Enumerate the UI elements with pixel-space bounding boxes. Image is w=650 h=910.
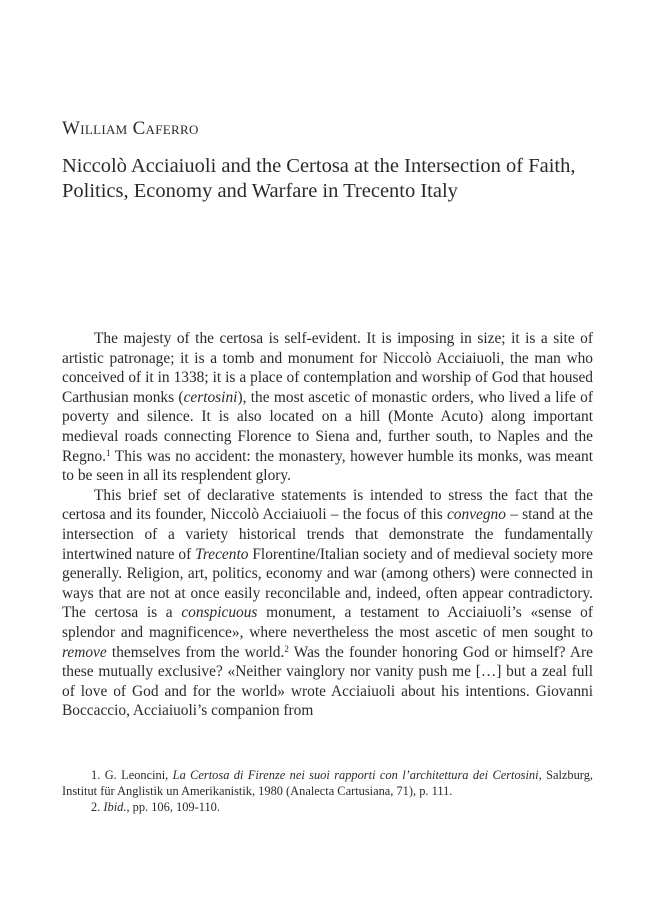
text-run: 1. G. Leoncini, xyxy=(91,768,173,782)
text-run: The majesty of the certosa is self-evident. It is imposing in size; it is a site of artistic patronage; it is a tomb and monument for Niccolò Acciaiuoli, the man who conceived of it in 1338; it is a place of contemplation and worship of God that housed Carthusian monks ( xyxy=(62,330,593,406)
italic-citation: Ibid. xyxy=(103,800,127,815)
text-run: , pp. 106, 109-110. xyxy=(126,800,220,815)
text-run: monument, a testament to Acciaiuoli’s «sense of splendor and magnificence», where nevertheless the most ascetic of men sought to xyxy=(62,604,594,641)
footnotes xyxy=(62,767,593,816)
italic-term: certosini xyxy=(183,388,238,406)
text-run: 2. xyxy=(91,800,104,815)
footnote-1 xyxy=(62,767,593,799)
paragraph-1 xyxy=(62,329,593,486)
footnote-2 xyxy=(62,799,593,815)
italic-term: convegno xyxy=(446,506,506,524)
paragraph-2 xyxy=(62,486,593,721)
text-run: This was no accident: the monastery, however humble its monks, was meant to be seen in all its resplendent glory. xyxy=(62,447,593,485)
text-run: This brief set of declarative statements is intended to stress the fact that the certosa and its founder, Niccolò Acciaiuoli – the focus of this xyxy=(62,486,593,524)
text-run: Was the founder honoring God or himself? Are these mutually exclusive? «Neither vainglory nor vanity push me […] but a zeal full of love of God and for the world» wrote Acciaiuoli about his intentions. Giovanni Boccaccio, Acciaiuoli’s companion from xyxy=(62,643,593,720)
article-title: Niccolò Acciaiuoli and the Certosa at the Intersection of Faith, Politics, Economy and Warfare in Trecento Italy xyxy=(62,155,576,202)
italic-term: remove xyxy=(62,643,107,661)
footnote-ref-2[interactable]: 2 xyxy=(284,643,289,654)
footnote-ref-1[interactable]: 1 xyxy=(106,447,111,458)
italic-term: Trecento xyxy=(195,545,249,563)
italic-term: conspicuous xyxy=(181,604,258,622)
italic-citation: La Certosa di Firenze nei suoi rapporti con l’architettura dei Certosini xyxy=(172,768,539,782)
author-name: William Caferro xyxy=(62,118,199,139)
text-run: , Salzburg, Institut für Anglistik un Amerikanistik, 1980 (Analecta Cartusiana, 71), p. 111. xyxy=(62,768,593,799)
text-run: Florentine/Italian society and of medieval society more generally. Religion, art, politics, economy and war (among others) were connected in ways that are not at once easily reconcilable and, indeed, often appear contradictory. The certosa is a xyxy=(62,545,593,622)
text-run: ), the most ascetic of monastic orders, who lived a life of poverty and silence. It is also located on a hill (Monte Acuto) along important medieval roads connecting Florence to Siena and, further south, to Naples and the Regno. xyxy=(62,388,593,465)
text-run: – stand at the intersection of a variety historical trends that demonstrate the fundamentally intertwined nature of xyxy=(62,506,594,563)
text-run: themselves from the world. xyxy=(106,643,285,661)
article-body xyxy=(62,329,593,721)
